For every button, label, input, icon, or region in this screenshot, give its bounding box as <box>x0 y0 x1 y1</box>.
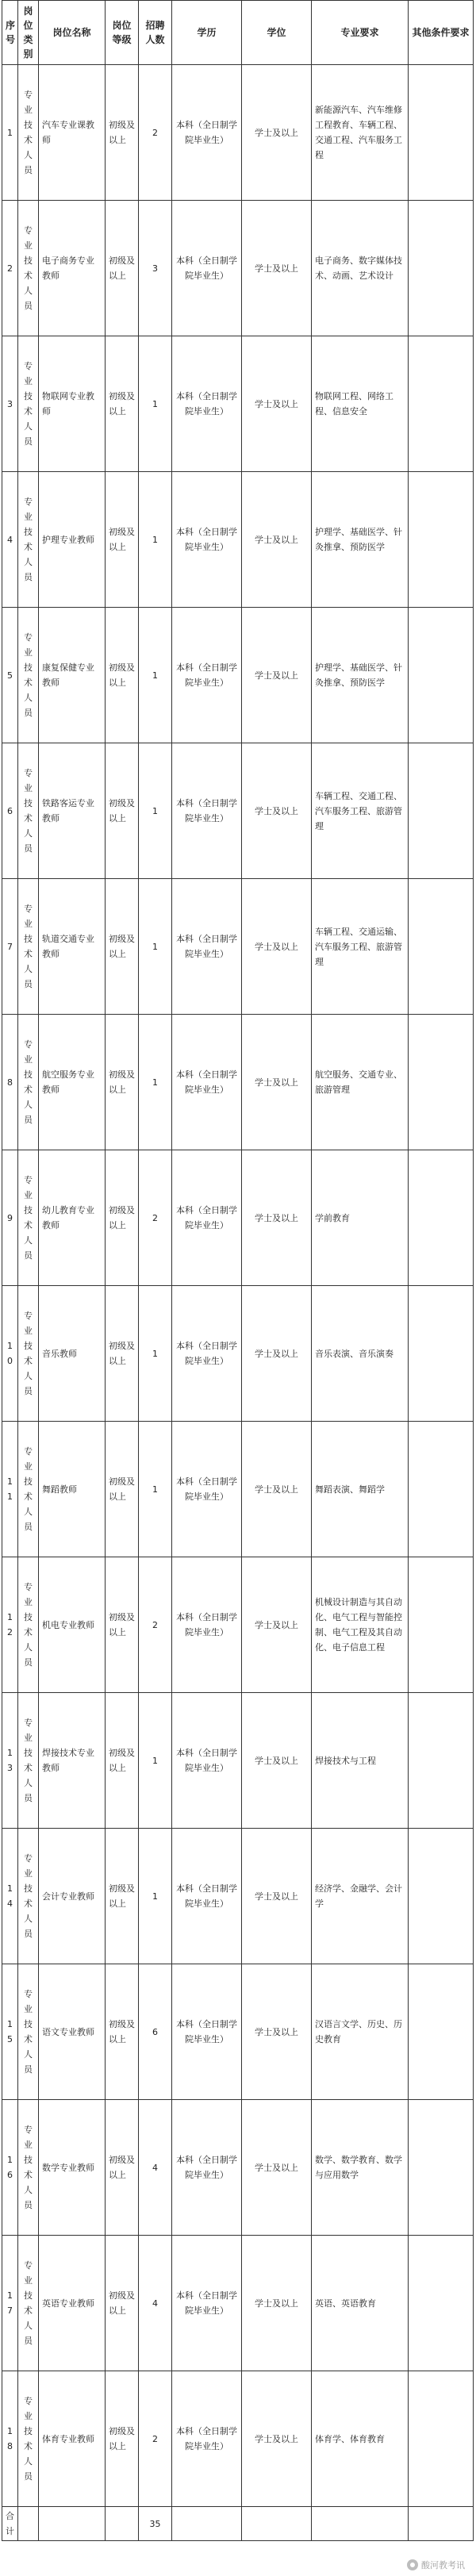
total-empty-cell <box>242 2507 312 2541</box>
cell-count: 1 <box>139 879 172 1015</box>
total-empty-cell <box>39 2507 106 2541</box>
cell-position: 焊接技术专业教师 <box>39 1693 106 1829</box>
cell-other <box>409 608 474 743</box>
cell-other <box>409 1557 474 1693</box>
cell-position: 康复保健专业教师 <box>39 608 106 743</box>
table-row <box>2 472 474 608</box>
cell-education: 本科（全日制学院毕业生） <box>172 608 242 743</box>
cell-degree: 学士及以上 <box>242 65 312 201</box>
cell-category: 专业技术人员 <box>18 1422 39 1557</box>
cell-grade: 初级及以上 <box>106 201 139 336</box>
total-row <box>2 2507 474 2541</box>
table-row <box>2 1422 474 1557</box>
cell-category: 专业技术人员 <box>18 1150 39 1286</box>
cell-education: 本科（全日制学院毕业生） <box>172 1964 242 2100</box>
cell-seq: 5 <box>2 608 18 743</box>
cell-major: 航空服务、交通专业、旅游管理 <box>312 1015 409 1150</box>
cell-count: 1 <box>139 336 172 472</box>
table-row <box>2 1964 474 2100</box>
cell-count: 1 <box>139 608 172 743</box>
cell-major: 舞蹈表演、舞蹈学 <box>312 1422 409 1557</box>
cell-education: 本科（全日制学院毕业生） <box>172 201 242 336</box>
cell-seq: 2 <box>2 201 18 336</box>
cell-seq: 4 <box>2 472 18 608</box>
cell-other <box>409 879 474 1015</box>
cell-degree: 学士及以上 <box>242 1422 312 1557</box>
cell-category: 专业技术人员 <box>18 336 39 472</box>
cell-education: 本科（全日制学院毕业生） <box>172 1015 242 1150</box>
cell-degree: 学士及以上 <box>242 1693 312 1829</box>
cell-education: 本科（全日制学院毕业生） <box>172 1422 242 1557</box>
cell-other <box>409 1150 474 1286</box>
table-row <box>2 608 474 743</box>
cell-category: 专业技术人员 <box>18 472 39 608</box>
cell-position: 英语专业教师 <box>39 2236 106 2371</box>
total-count: 35 <box>139 2507 172 2541</box>
cell-grade: 初级及以上 <box>106 472 139 608</box>
cell-major: 学前教育 <box>312 1150 409 1286</box>
cell-other <box>409 743 474 879</box>
cell-degree: 学士及以上 <box>242 879 312 1015</box>
cell-other <box>409 2236 474 2371</box>
cell-position: 幼儿教育专业教师 <box>39 1150 106 1286</box>
header-other: 其他条件要求 <box>409 1 474 65</box>
cell-major: 物联网工程、网络工程、信息安全 <box>312 336 409 472</box>
cell-grade: 初级及以上 <box>106 879 139 1015</box>
cell-degree: 学士及以上 <box>242 1015 312 1150</box>
cell-category: 专业技术人员 <box>18 608 39 743</box>
cell-seq: 3 <box>2 336 18 472</box>
total-empty-cell <box>18 2507 39 2541</box>
cell-education: 本科（全日制学院毕业生） <box>172 2236 242 2371</box>
cell-seq: 14 <box>2 1829 18 1964</box>
cell-seq: 18 <box>2 2371 18 2507</box>
cell-seq: 9 <box>2 1150 18 1286</box>
cell-major: 数学、数学教育、数学与应用数学 <box>312 2100 409 2236</box>
header-degree: 学位 <box>242 1 312 65</box>
watermark <box>407 2559 465 2571</box>
total-label: 合计 <box>2 2507 18 2541</box>
table-row <box>2 1286 474 1422</box>
cell-category: 专业技术人员 <box>18 1964 39 2100</box>
cell-position: 航空服务专业教师 <box>39 1015 106 1150</box>
cell-category: 专业技术人员 <box>18 1557 39 1693</box>
cell-major: 音乐表演、音乐演奏 <box>312 1286 409 1422</box>
header-position: 岗位名称 <box>39 1 106 65</box>
cell-count: 1 <box>139 1422 172 1557</box>
cell-seq: 17 <box>2 2236 18 2371</box>
table-row <box>2 743 474 879</box>
cell-grade: 初级及以上 <box>106 1286 139 1422</box>
cell-grade: 初级及以上 <box>106 743 139 879</box>
total-empty-cell <box>106 2507 139 2541</box>
cell-position: 数学专业教师 <box>39 2100 106 2236</box>
cell-other <box>409 1286 474 1422</box>
cell-education: 本科（全日制学院毕业生） <box>172 2371 242 2507</box>
cell-count: 4 <box>139 2100 172 2236</box>
cell-education: 本科（全日制学院毕业生） <box>172 2100 242 2236</box>
cell-seq: 13 <box>2 1693 18 1829</box>
cell-grade: 初级及以上 <box>106 336 139 472</box>
cell-education: 本科（全日制学院毕业生） <box>172 65 242 201</box>
cell-education: 本科（全日制学院毕业生） <box>172 1693 242 1829</box>
header-grade: 岗位等级 <box>106 1 139 65</box>
cell-grade: 初级及以上 <box>106 1557 139 1693</box>
cell-position: 物联网专业教师 <box>39 336 106 472</box>
cell-category: 专业技术人员 <box>18 743 39 879</box>
header-category: 岗位类别 <box>18 1 39 65</box>
cell-seq: 6 <box>2 743 18 879</box>
cell-grade: 初级及以上 <box>106 608 139 743</box>
header-major: 专业要求 <box>312 1 409 65</box>
cell-position: 语文专业教师 <box>39 1964 106 2100</box>
cell-other <box>409 1015 474 1150</box>
cell-other <box>409 2371 474 2507</box>
cell-seq: 7 <box>2 879 18 1015</box>
cell-count: 1 <box>139 1829 172 1964</box>
cell-category: 专业技术人员 <box>18 1693 39 1829</box>
cell-grade: 初级及以上 <box>106 1964 139 2100</box>
cell-major: 护理学、基础医学、针灸推拿、预防医学 <box>312 472 409 608</box>
table-row <box>2 201 474 336</box>
cell-position: 舞蹈教师 <box>39 1422 106 1557</box>
cell-grade: 初级及以上 <box>106 2100 139 2236</box>
cell-position: 汽车专业课教师 <box>39 65 106 201</box>
total-empty-cell <box>312 2507 409 2541</box>
cell-count: 4 <box>139 2236 172 2371</box>
cell-major: 经济学、金融学、会计学 <box>312 1829 409 1964</box>
cell-position: 护理专业教师 <box>39 472 106 608</box>
cell-category: 专业技术人员 <box>18 1286 39 1422</box>
cell-other <box>409 1693 474 1829</box>
cell-education: 本科（全日制学院毕业生） <box>172 1150 242 1286</box>
cell-degree: 学士及以上 <box>242 743 312 879</box>
cell-count: 2 <box>139 65 172 201</box>
total-empty-cell <box>172 2507 242 2541</box>
cell-seq: 1 <box>2 65 18 201</box>
header-seq: 序号 <box>2 1 18 65</box>
cell-position: 铁路客运专业教师 <box>39 743 106 879</box>
cell-position: 轨道交通专业教师 <box>39 879 106 1015</box>
cell-other <box>409 201 474 336</box>
cell-degree: 学士及以上 <box>242 2100 312 2236</box>
cell-education: 本科（全日制学院毕业生） <box>172 472 242 608</box>
cell-grade: 初级及以上 <box>106 65 139 201</box>
cell-degree: 学士及以上 <box>242 2371 312 2507</box>
cell-education: 本科（全日制学院毕业生） <box>172 879 242 1015</box>
cell-category: 专业技术人员 <box>18 2236 39 2371</box>
cell-category: 专业技术人员 <box>18 1015 39 1150</box>
cell-grade: 初级及以上 <box>106 1829 139 1964</box>
cell-education: 本科（全日制学院毕业生） <box>172 1829 242 1964</box>
cell-degree: 学士及以上 <box>242 1150 312 1286</box>
cell-seq: 15 <box>2 1964 18 2100</box>
cell-degree: 学士及以上 <box>242 472 312 608</box>
table-row <box>2 336 474 472</box>
cell-count: 6 <box>139 1964 172 2100</box>
cell-category: 专业技术人员 <box>18 65 39 201</box>
cell-category: 专业技术人员 <box>18 201 39 336</box>
cell-major: 车辆工程、交通工程、汽车服务工程、旅游管理 <box>312 743 409 879</box>
cell-other <box>409 2100 474 2236</box>
cell-education: 本科（全日制学院毕业生） <box>172 336 242 472</box>
header-count: 招聘人数 <box>139 1 172 65</box>
cell-major: 汉语言文学、历史、历史教育 <box>312 1964 409 2100</box>
cell-count: 1 <box>139 1286 172 1422</box>
table-row <box>2 2371 474 2507</box>
table-row <box>2 1557 474 1693</box>
cell-other <box>409 65 474 201</box>
table-row <box>2 1693 474 1829</box>
cell-category: 专业技术人员 <box>18 2100 39 2236</box>
cell-category: 专业技术人员 <box>18 2371 39 2507</box>
cell-seq: 11 <box>2 1422 18 1557</box>
wechat-icon <box>407 2559 418 2570</box>
cell-other <box>409 1829 474 1964</box>
header-row <box>2 1 474 65</box>
watermark-text: 酸河教考讯 <box>421 2560 465 2570</box>
cell-degree: 学士及以上 <box>242 1557 312 1693</box>
cell-degree: 学士及以上 <box>242 336 312 472</box>
table-row <box>2 1150 474 1286</box>
cell-other <box>409 336 474 472</box>
recruitment-table <box>2 0 474 2541</box>
cell-major: 焊接技术与工程 <box>312 1693 409 1829</box>
cell-other <box>409 1422 474 1557</box>
cell-education: 本科（全日制学院毕业生） <box>172 743 242 879</box>
cell-count: 2 <box>139 1557 172 1693</box>
cell-category: 专业技术人员 <box>18 879 39 1015</box>
cell-count: 1 <box>139 1693 172 1829</box>
cell-grade: 初级及以上 <box>106 1015 139 1150</box>
cell-position: 体育专业教师 <box>39 2371 106 2507</box>
cell-major: 英语、英语教育 <box>312 2236 409 2371</box>
cell-grade: 初级及以上 <box>106 1693 139 1829</box>
cell-major: 电子商务、数字媒体技术、动画、艺术设计 <box>312 201 409 336</box>
cell-grade: 初级及以上 <box>106 2371 139 2507</box>
cell-position: 机电专业教师 <box>39 1557 106 1693</box>
cell-major: 新能源汽车、汽车维修工程教育、车辆工程、交通工程、汽车服务工程 <box>312 65 409 201</box>
cell-count: 1 <box>139 472 172 608</box>
cell-major: 护理学、基础医学、针灸推拿、预防医学 <box>312 608 409 743</box>
cell-category: 专业技术人员 <box>18 1829 39 1964</box>
cell-other <box>409 1964 474 2100</box>
header-education: 学历 <box>172 1 242 65</box>
cell-major: 机械设计制造与其自动化、电气工程与智能控制、电气工程及其自动化、电子信息工程 <box>312 1557 409 1693</box>
total-empty-cell <box>409 2507 474 2541</box>
cell-seq: 10 <box>2 1286 18 1422</box>
table-row <box>2 1015 474 1150</box>
cell-degree: 学士及以上 <box>242 2236 312 2371</box>
cell-position: 电子商务专业教师 <box>39 201 106 336</box>
cell-degree: 学士及以上 <box>242 1829 312 1964</box>
cell-degree: 学士及以上 <box>242 201 312 336</box>
cell-position: 会计专业教师 <box>39 1829 106 1964</box>
table-row <box>2 2236 474 2371</box>
cell-count: 1 <box>139 1015 172 1150</box>
cell-count: 1 <box>139 743 172 879</box>
cell-seq: 12 <box>2 1557 18 1693</box>
cell-other <box>409 472 474 608</box>
cell-grade: 初级及以上 <box>106 2236 139 2371</box>
cell-major: 车辆工程、交通运输、汽车服务工程、旅游管理 <box>312 879 409 1015</box>
cell-education: 本科（全日制学院毕业生） <box>172 1286 242 1422</box>
table-row <box>2 65 474 201</box>
cell-count: 2 <box>139 2371 172 2507</box>
cell-position: 音乐教师 <box>39 1286 106 1422</box>
cell-grade: 初级及以上 <box>106 1422 139 1557</box>
cell-count: 2 <box>139 1150 172 1286</box>
table-row <box>2 1829 474 1964</box>
cell-education: 本科（全日制学院毕业生） <box>172 1557 242 1693</box>
cell-count: 3 <box>139 201 172 336</box>
cell-grade: 初级及以上 <box>106 1150 139 1286</box>
table-row <box>2 879 474 1015</box>
cell-degree: 学士及以上 <box>242 608 312 743</box>
cell-degree: 学士及以上 <box>242 1286 312 1422</box>
cell-major: 体育学、体育教育 <box>312 2371 409 2507</box>
cell-degree: 学士及以上 <box>242 1964 312 2100</box>
cell-seq: 8 <box>2 1015 18 1150</box>
cell-seq: 16 <box>2 2100 18 2236</box>
table-row <box>2 2100 474 2236</box>
